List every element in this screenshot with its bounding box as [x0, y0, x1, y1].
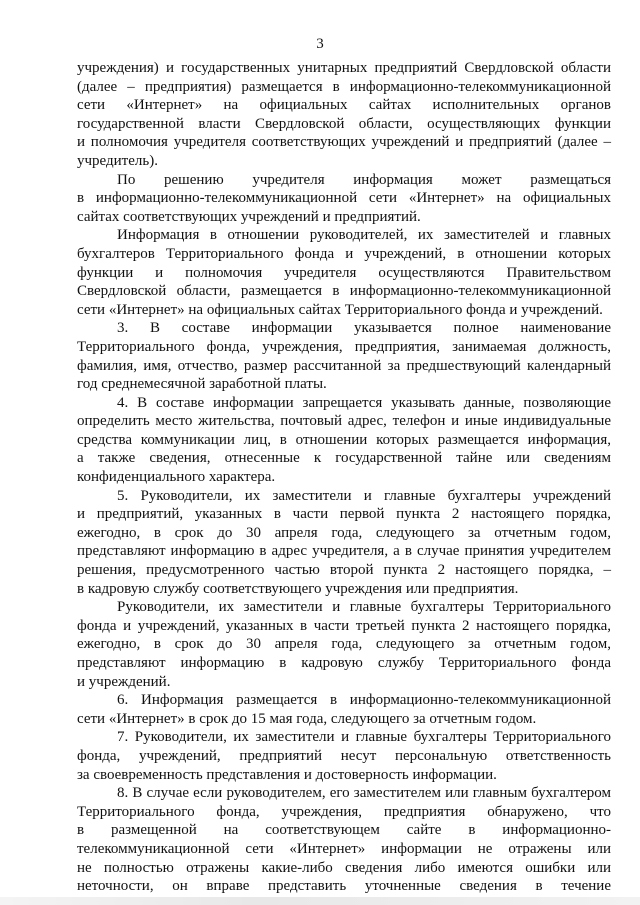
text-line: 5. Руководители, их заместители и главные бухгалтеры учреждений	[117, 487, 611, 504]
text-line: Свердловской области, размещается в информационно-телекоммуникационной	[77, 283, 611, 300]
paragraph-item-4	[77, 394, 611, 487]
text-line: Руководители, их заместители и главные бухгалтеры Территориального	[117, 599, 611, 616]
paragraph-item-6	[77, 691, 611, 728]
text-line: определить место жительства, почтовый адрес, телефон и иные индивидуальные	[77, 413, 611, 430]
text-line: год среднемесячной заработной платы.	[77, 376, 327, 393]
text-line: Территориального фонда, учреждения, предприятия, занимаемая должность,	[77, 338, 611, 355]
text-line: 7. Руководители, их заместители и главные бухгалтеры Территориального	[117, 729, 611, 746]
text-line: ежегодно, в срок до 30 апреля года, следующего за отчетным годом,	[77, 636, 611, 653]
scan-edge	[0, 897, 640, 905]
paragraph	[77, 226, 611, 319]
text-line: решения, предусмотренного частью второй пункта 2 настоящего порядка, –	[77, 562, 611, 579]
text-line: фонда, учреждений, предприятий несут персональную ответственность	[77, 747, 611, 764]
text-line: 4. В составе информации запрещается указывать данные, позволяющие	[117, 394, 611, 411]
text-line: представляют информацию в кадровую службу Территориального фонда	[77, 655, 611, 671]
text-line: в размещенной на соответствующем сайте в информационно-	[77, 822, 611, 839]
paragraph-item-5	[77, 487, 611, 599]
text-line: Информация в отношении руководителей, их заместителей и главных	[117, 227, 611, 244]
text-line: ежегодно, в срок до 30 апреля года, следующего за отчетным годом,	[77, 524, 611, 541]
text-line: представляют информацию в адрес учредителя, а в случае принятия учредителем	[77, 543, 611, 560]
text-line: телекоммуникационной сети «Интернет» информации не отражены или	[77, 840, 611, 857]
text-line: функции и полномочия учредителя осуществляются Правительством	[77, 264, 611, 281]
paragraph-item-8	[77, 784, 611, 896]
text-line: По решению учредителя информация может размещаться	[117, 171, 611, 188]
text-line: конфиденциального характера.	[77, 469, 276, 486]
document-body	[77, 59, 611, 896]
text-line: сети «Интернет» на официальных сайтах исполнительных органов	[77, 97, 611, 114]
text-line: фамилия, имя, отчество, размер рассчитанной за предшествующий календарный	[77, 357, 611, 374]
text-line: средства коммуникации лиц, в отношении которых размещается информация,	[77, 431, 611, 448]
text-line: сайтах соответствующих учреждений и предприятий.	[77, 208, 421, 225]
paragraph-continuation	[77, 59, 611, 171]
text-line: и учреждений.	[77, 673, 171, 690]
text-line: не полностью отражены какие-либо сведения либо имеются ошибки или	[77, 859, 611, 876]
text-line: учреждения) и государственных унитарных предприятий Свердловской области	[77, 60, 611, 76]
paragraph-item-7	[77, 728, 611, 784]
paragraph-item-3	[77, 319, 611, 393]
text-line: 3. В составе информации указывается полное наименование	[117, 320, 611, 337]
text-line: учредитель).	[77, 152, 158, 169]
text-line: сети «Интернет» на официальных сайтах Территориального фонда и учреждений.	[77, 301, 603, 318]
text-line: за своевременность представления и достоверность информации.	[77, 766, 497, 783]
text-line: бухгалтеров Территориального фонда и учреждений, в отношении которых	[77, 245, 611, 262]
text-line: и предприятий, указанных в части первой пункта 2 настоящего порядка,	[77, 506, 611, 523]
page-number: 3	[316, 36, 324, 52]
text-line: 8. В случае если руководителем, его заместителем или главным бухгалтером	[117, 785, 611, 802]
text-line: а также сведения, отнесенные к государственной тайне или сведениям	[77, 450, 611, 467]
paragraph	[77, 171, 611, 227]
paragraph	[77, 598, 611, 691]
text-line: сети «Интернет» в срок до 15 мая года, следующего за отчетным годом.	[77, 710, 537, 727]
text-line: и полномочия учредителя соответствующих учреждений и предприятий (далее –	[77, 134, 611, 151]
text-line: Территориального фонда, учреждения, предприятия обнаружено, что	[77, 803, 611, 820]
text-line: 6. Информация размещается в информационно-телекоммуникационной	[117, 692, 611, 709]
text-line: фонда и учреждений, указанных в части третьей пункта 2 настоящего порядка,	[77, 617, 611, 634]
text-line: (далее – предприятия) размещается в информационно-телекоммуникационной	[77, 78, 611, 95]
text-line: государственной власти Свердловской области, осуществляющих функции	[77, 115, 611, 132]
text-line: в кадровую службу соответствующего учреждения или предприятия.	[77, 580, 519, 597]
text-line: неточности, он вправе представить уточненные сведения в течение	[77, 878, 611, 895]
text-line: в информационно-телекоммуникационной сети «Интернет» на официальных	[77, 190, 611, 207]
